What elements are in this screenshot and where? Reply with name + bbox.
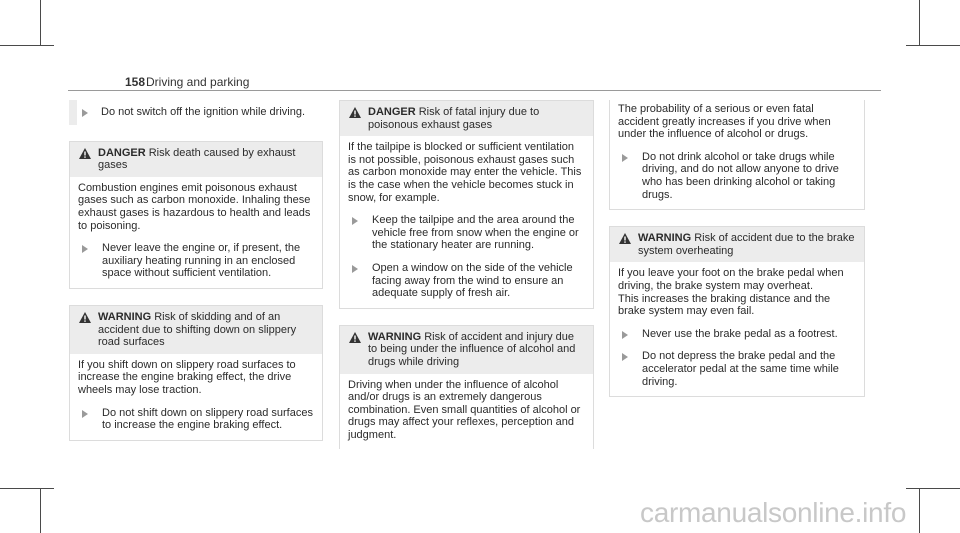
bullet-text: Do not switch off the ignition while driving. — [101, 106, 306, 118]
warning-body — [610, 262, 864, 396]
bullet-text: Never use the brake pedal as a footrest. — [642, 327, 838, 340]
danger-bullet — [348, 262, 585, 300]
warning-label: WARNING — [368, 330, 422, 343]
warning-title: Risk of skidding and of an accident due to shifting down on slippery road surfaces — [98, 310, 297, 349]
warning-title: Risk of accident due to the brake system overheating — [638, 232, 855, 257]
bullet-arrow-icon — [622, 154, 628, 162]
column-3 — [609, 100, 865, 397]
warning-label: WARNING — [98, 310, 152, 323]
danger-header — [340, 101, 593, 136]
danger-label: DANGER — [98, 146, 146, 159]
bullet-text: Do not shift down on slippery road surfaces to increase the engine braking effect. — [102, 406, 313, 432]
warning-title: Risk of accident and injury due to being under the influence of alcohol and drugs while driving — [368, 330, 576, 368]
crop-mark — [919, 488, 920, 533]
continuation-body — [610, 100, 864, 209]
bullet-arrow-icon — [82, 245, 88, 253]
danger-body — [70, 177, 322, 288]
danger-box — [339, 100, 594, 309]
warning-triangle-icon — [79, 148, 91, 159]
danger-text: If the tailpipe is blocked or sufficient ventilation is not possible, poisonous exhaust gases such as carbon monoxide may enter the vehicle. This is the case when the vehicle becomes stuck in snow, for example. — [348, 141, 582, 204]
warning-triangle-icon — [349, 107, 361, 118]
warning-triangle-icon — [619, 233, 631, 244]
section-title: Driving and parking — [146, 75, 250, 89]
warning-triangle-icon — [349, 332, 361, 343]
crop-mark — [40, 0, 41, 46]
danger-title: Risk of fatal injury due to poisonous exhaust gases — [368, 106, 540, 131]
bullet-arrow-icon — [622, 353, 628, 361]
crop-mark — [0, 45, 54, 46]
danger-text: Combustion engines emit poisonous exhaust gases such as carbon monoxide. Inhaling these exhaust gases is hazardous to health and leads to poisoning. — [78, 181, 311, 232]
crop-mark — [919, 0, 920, 46]
crop-mark — [0, 488, 54, 489]
crop-mark — [906, 488, 960, 489]
bullet-arrow-icon — [82, 410, 88, 418]
danger-title: Risk death caused by exhaust gases — [98, 146, 296, 172]
danger-bullet — [348, 214, 585, 252]
warning-text: If you shift down on slippery road surfaces to increase the engine braking effect, the drive wheels may lose traction. — [78, 358, 296, 396]
danger-header — [70, 142, 322, 177]
continuation-bullet — [618, 151, 856, 201]
bullet-text: Open a window on the side of the vehicle facing away from the wind to ensure an adequate supply of fresh air. — [372, 261, 573, 300]
bullet-arrow-icon — [352, 265, 358, 273]
bullet-arrow-icon — [622, 331, 628, 339]
danger-bullet — [78, 242, 314, 280]
danger-box — [69, 141, 323, 289]
bullet-arrow-icon — [82, 109, 88, 117]
warning-triangle-icon — [79, 312, 91, 323]
intro-bullet — [69, 100, 323, 125]
warning-box — [609, 226, 865, 397]
bullet-text: Keep the tailpipe and the area around the vehicle free from snow when the engine or the stationary heater are running. — [372, 214, 579, 252]
danger-label: DANGER — [368, 106, 416, 118]
bullet-text: Never leave the engine or, if present, the auxiliary heating running in an enclosed space without sufficient ventilation. — [102, 242, 301, 280]
column-1 — [69, 100, 323, 441]
header-rule — [68, 90, 881, 91]
warning-text: This increases the braking distance and the brake system may even fail. — [618, 292, 831, 318]
continuation-text: The probability of a serious or even fatal accident greatly increases if you drive when under the influence of alcohol or drugs. — [618, 103, 831, 141]
warning-bullet — [618, 328, 856, 341]
page-number: 158 — [125, 75, 146, 89]
crop-mark — [40, 488, 41, 533]
warning-text: If you leave your foot on the brake pedal when driving, the brake system may overheat. — [618, 267, 844, 292]
warning-box — [339, 325, 594, 450]
watermark: carmanualsonline.info — [640, 497, 907, 528]
bullet-arrow-icon — [352, 217, 358, 225]
column-2 — [339, 100, 594, 449]
warning-bullet — [618, 350, 856, 388]
warning-continuation — [609, 100, 865, 210]
bullet-text: Do not drink alcohol or take drugs while driving, and do not allow anyone to drive who has been drinking alcohol or taking drugs. — [642, 150, 839, 201]
warning-label: WARNING — [638, 232, 692, 245]
warning-body — [340, 374, 593, 450]
warning-header — [70, 306, 322, 354]
warning-header — [610, 227, 864, 262]
warning-bullet — [78, 407, 314, 432]
warning-text: Driving when under the influence of alcohol and/or drugs is an extremely dangerous combination. Even small quantities of alcohol or drugs may affect your reflexes, perception and judgment. — [348, 378, 581, 441]
warning-body — [70, 354, 322, 440]
warning-header — [340, 326, 593, 374]
crop-mark — [906, 45, 960, 46]
warning-box — [69, 305, 323, 441]
danger-body — [340, 136, 593, 308]
bullet-text: Do not depress the brake pedal and the accelerator pedal at the same time while driving. — [642, 350, 839, 388]
